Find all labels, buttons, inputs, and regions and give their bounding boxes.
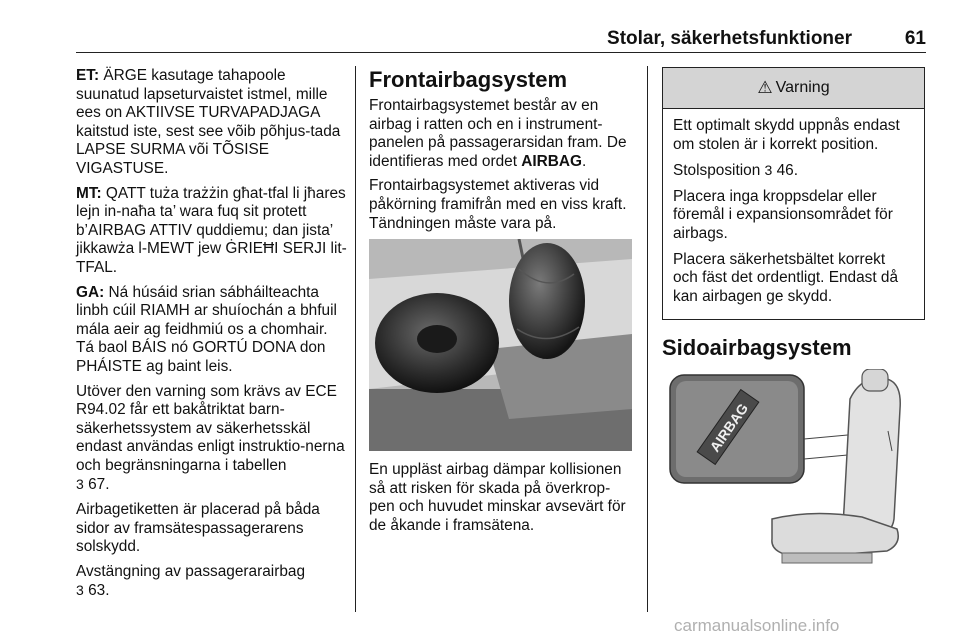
page-ref-icon: 3 [76, 476, 84, 493]
column-3 [662, 67, 926, 569]
warning-et: ET: ÄRGE kasutage tahapoole suunatud lapseturvaistet istmel, mille ees on AKTIIVSE TURVAPADJAGA kaitstud iste, sest see võib põhjus-tada LAPSE SURMA või TÕSISE VIGASTUSE. [76, 67, 341, 177]
photo-caption: En uppläst airbag dämpar kollisionen så att risken för skada på överkrop-pen och huvudet minskar avsevärt för de åkande i framsätena. [369, 461, 626, 534]
side-airbag-illustration [662, 369, 926, 569]
deactivation-paragraph: Avstängning av passagerarairbag 3 63. [76, 562, 306, 600]
warning-body [663, 109, 924, 319]
header-divider [76, 52, 926, 53]
front-paragraph-2: Frontairbagsystemet aktiveras vid påkörning framifrån med en viss kraft. Tändningen måste vara på. [369, 177, 627, 232]
warning-mt: MT: QATT tuża trażżin għat-tfal li jħares lejn in-naħa ta’ wara fuq sit protett b’AIRBAG ATTIV quddiemu; dan jista’ jikkawża l-MEWT jew ĠRIEĦI SERJI lit-TFAL. [76, 184, 347, 276]
airbag-photo [369, 239, 632, 451]
column-1 [76, 67, 348, 607]
warning-header [663, 68, 924, 109]
page-ref-link[interactable]: 63. [88, 582, 110, 600]
warning-item: Placera inga kroppsdelar eller föremål i expansionsområdet för airbags. [673, 187, 893, 242]
page-title: Stolar, säkerhetsfunktioner [607, 28, 852, 49]
page-ref-link[interactable]: 67. [88, 476, 110, 494]
column-divider-1 [355, 66, 356, 612]
airbag-tag-text: AIRBAG [706, 400, 752, 456]
watermark: carmanualsonline.info [674, 616, 840, 635]
warning-title: Varning [775, 78, 830, 96]
section-heading-front: Frontairbagsystem [369, 67, 568, 92]
page-ref-link[interactable]: 46. [776, 162, 799, 180]
warning-item: Placera säkerhetsbältet korrekt och fäst det ordentligt. Endast då kan airbagen ge skydd. [673, 250, 899, 305]
page-header [76, 28, 926, 54]
warning-triangle-icon: ⚠ [757, 77, 773, 97]
warning-ga: GA: Ná húsáid srian sábháilteachta linbh cúil RIAMH ar shuíochán a bhfuil mála aeir ag feidhmiú os a chomhair. Tá baol BÁIS nó GORTÚ DONA don PHÁISTE ag baint leis. [76, 283, 337, 375]
label-paragraph: Airbagetiketten är placerad på båda sidor av framsätespassagerarens solskydd. [76, 501, 320, 556]
warning-item: Ett optimalt skydd uppnås endast om stolen är i korrekt position. [673, 117, 900, 153]
page-ref-icon: 3 [76, 582, 84, 599]
inflated-airbags-image [369, 239, 632, 451]
column-2 [369, 67, 634, 542]
page-ref-icon: 3 [764, 162, 773, 179]
page-number: 61 [904, 28, 926, 49]
section-heading-side: Sidoairbagsystem [662, 335, 852, 361]
warning-box [662, 67, 925, 320]
column-divider-2 [647, 66, 648, 612]
ece-paragraph: Utöver den varning som krävs av ECE R94.02 får ett bakåtriktat barn-säkerhetssystem av säkerhetsskäl endast användas enligt instruktio-nerna och begränsningarna i tabellen 3 67. [76, 382, 345, 494]
warning-item: Stolsposition 3 46. [673, 162, 799, 180]
front-paragraph-1: Frontairbagsystemet består av en airbag i ratten och en i instrument-panelen på passagerarsidan fram. De identifieras med ordet AIRBAG. [369, 97, 627, 170]
seat-airbag-image [662, 369, 926, 569]
